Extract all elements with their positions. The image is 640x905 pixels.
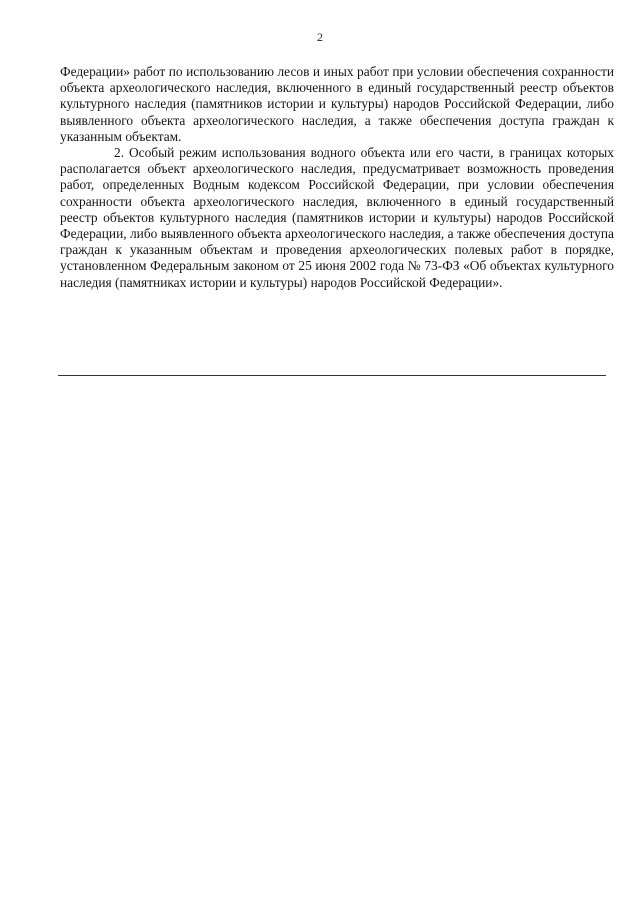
document-body [60,64,614,291]
paragraph-continuation: Федерации» работ по использованию лесов и иных работ при условии обеспечения сохранности объекта археологического наследия, включенного в единый государственный реестр объектов культурного наследия (памятников истории и культуры) народов Российской Федерации, либо выявленного объекта археологического наследия, а также обеспечения доступа граждан к указанным объектам. [60,64,614,144]
closing-rule [58,375,606,376]
page-number: 2 [317,30,323,44]
paragraph-2: 2. Особый режим использования водного объекта или его части, в границах которых располагается объект археологического наследия, предусматривает возможность проведения работ, определенных Водным кодексом Российской Федерации, при условии обеспечения сохранности объекта археологического наследия, включенного в единый государственный реестр объектов культурного наследия (памятников истории и культуры) народов Российской Федерации, либо выявленного объекта археологического наследия, а также обеспечения доступа граждан к указанным объектам и проведения археологических полевых работ в порядке, установленном Федеральным законом от 25 июня 2002 года № 73-ФЗ «Об объектах культурного наследия (памятниках истории и культуры) народов Российской Федерации». [60,145,614,290]
